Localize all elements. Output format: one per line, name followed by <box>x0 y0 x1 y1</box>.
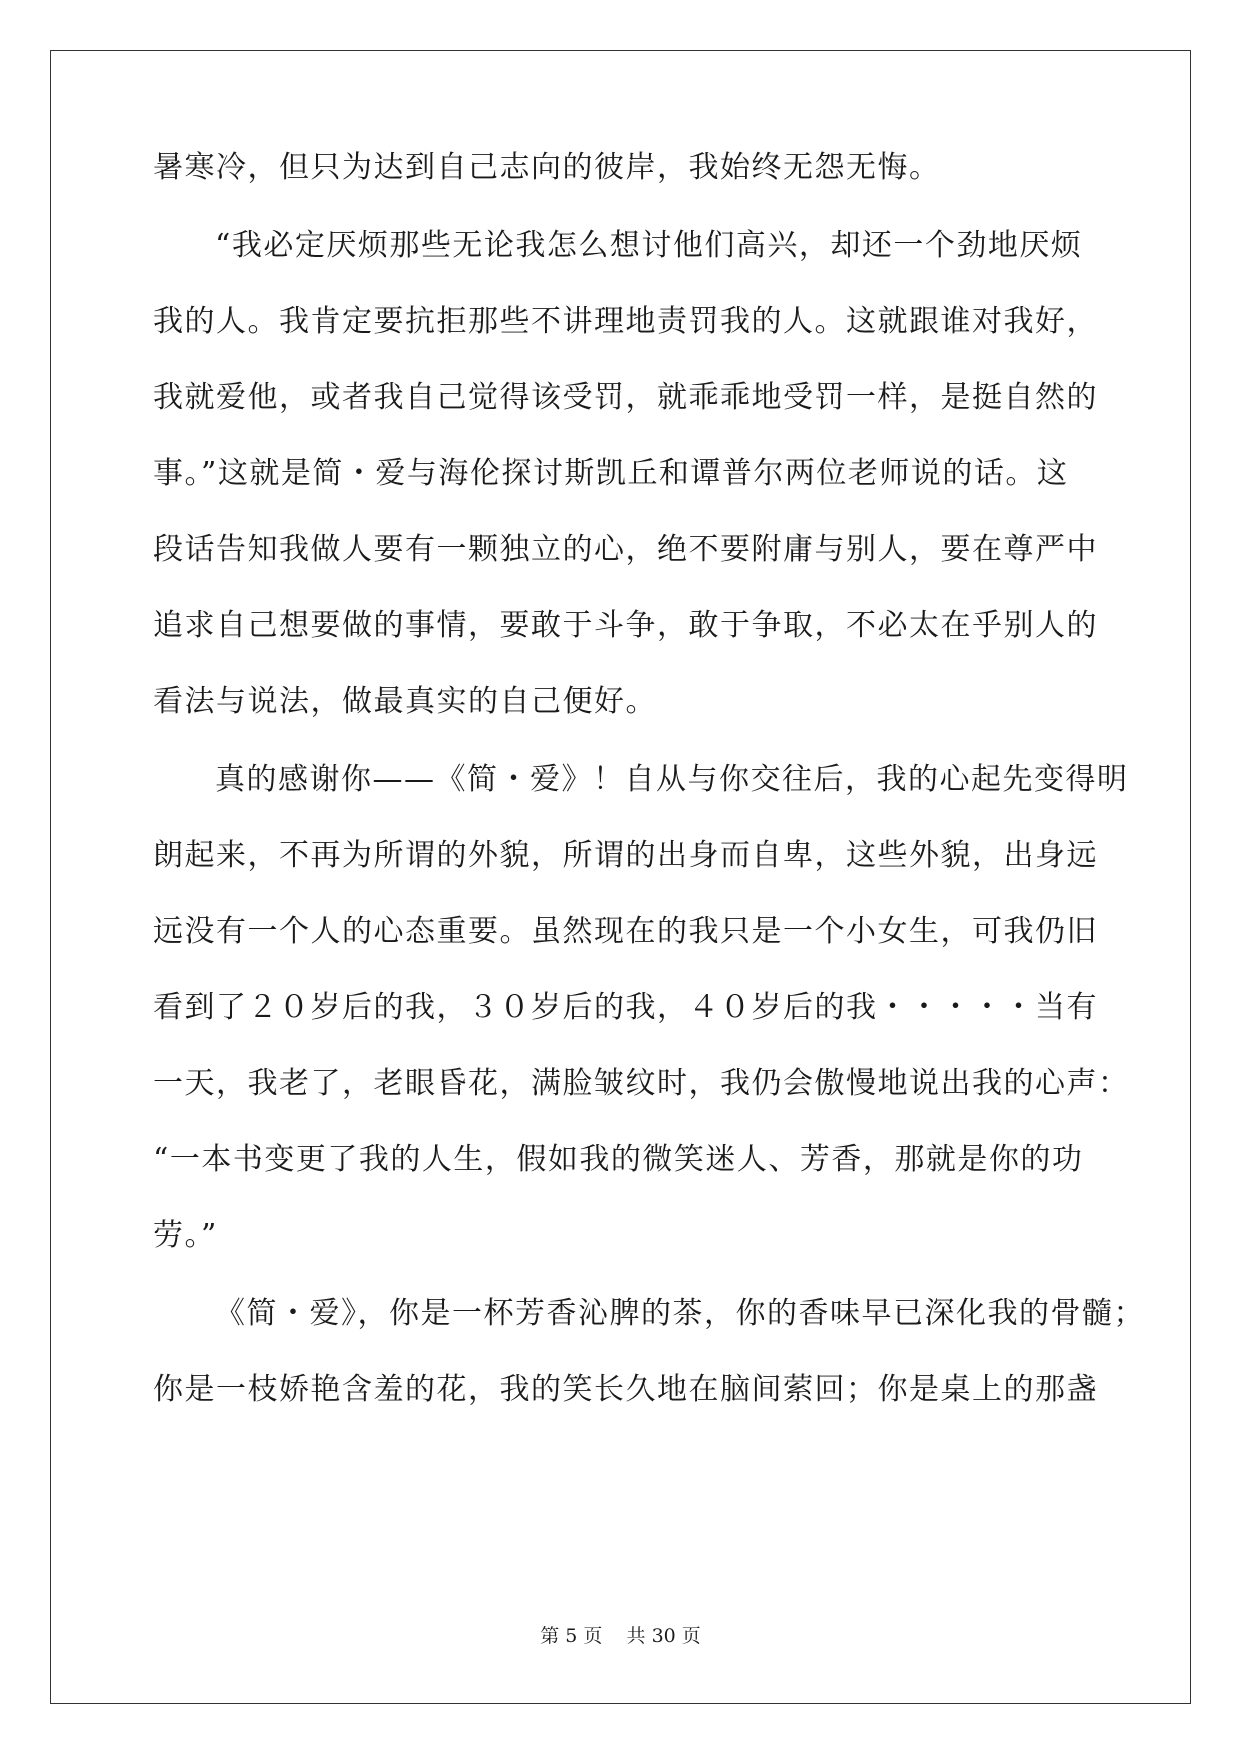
paragraph-line: 劳。” <box>153 1218 218 1253</box>
paragraph-line: 《简・爱》，你是一杯芳香沁脾的茶，你的香味早已深化我的骨髓； <box>215 1296 1145 1331</box>
paragraph-line: 追求自己想要做的事情，要敢于斗争，敢于争取，不必太在乎别人的 <box>153 608 1098 643</box>
paragraph-line: 我就爱他，或者我自己觉得该受罚，就乖乖地受罚一样，是挺自然的 <box>153 380 1098 415</box>
paragraph-line: 我的人。我肯定要抗拒那些不讲理地责罚我的人。这就跟谁对我好， <box>153 304 1098 339</box>
paragraph-line: “一本书变更了我的人生，假如我的微笑迷人、芳香，那就是你的功 <box>153 1142 1084 1177</box>
page-number-footer: 第 5 页 共 30 页 <box>540 1625 701 1647</box>
paragraph-line: 远没有一个人的心态重要。虽然现在的我只是一个小女生，可我仍旧 <box>153 914 1098 949</box>
paragraph-line: 朗起来，不再为所谓的外貌，所谓的出身而自卑，这些外貌，出身远 <box>153 838 1098 873</box>
paragraph-line: 看法与说法，做最真实的自己便好。 <box>153 684 657 719</box>
page-frame <box>50 50 1191 1704</box>
paragraph-line: 暑寒冷，但只为达到自己志向的彼岸，我始终无怨无悔。 <box>153 150 941 185</box>
paragraph-line: 段话告知我做人要有一颗独立的心，绝不要附庸与别人，要在尊严中 <box>153 532 1098 567</box>
paragraph-line: 一天，我老了，老眼昏花，满脸皱纹时，我仍会傲慢地说出我的心声： <box>153 1066 1130 1101</box>
paragraph-line: 真的感谢你——《简・爱》！自从与你交往后，我的心起先变得明 <box>215 762 1129 797</box>
paragraph-line: 事。”这就是简・爱与海伦探讨斯凯丘和谭普尔两位老师说的话。这 <box>153 456 1069 491</box>
paragraph-line: 你是一枝娇艳含羞的花，我的笑长久地在脑间萦回；你是桌上的那盏 <box>153 1372 1098 1407</box>
paragraph-line: “我必定厌烦那些无论我怎么想讨他们高兴，却还一个劲地厌烦 <box>215 228 1083 263</box>
paragraph-line: 看到了２０岁后的我，３０岁后的我，４０岁后的我・・・・・当有 <box>153 990 1098 1025</box>
